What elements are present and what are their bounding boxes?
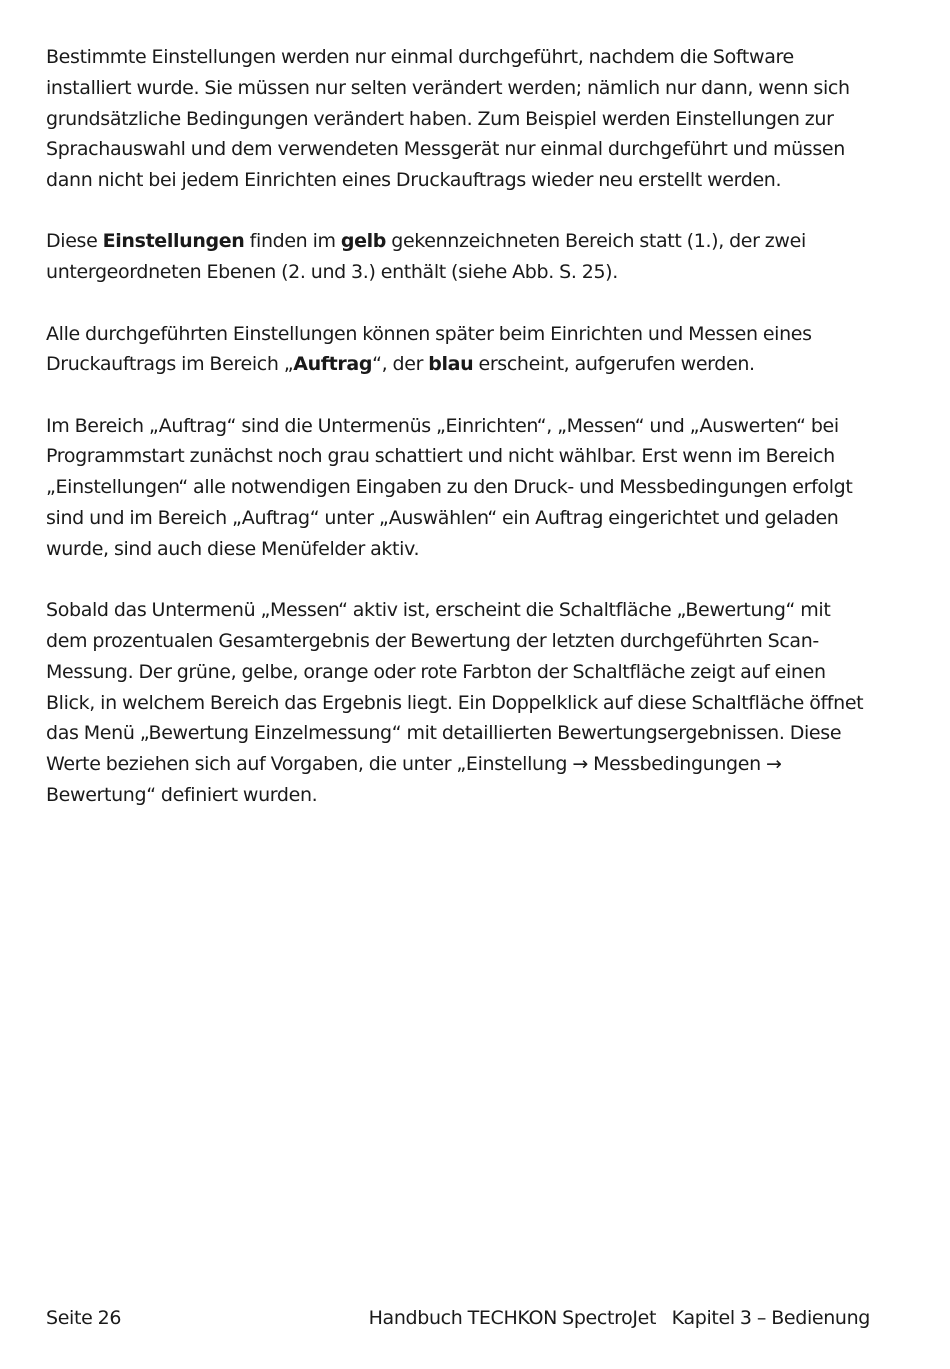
text-run: “, der: [372, 353, 429, 376]
manual-title: Handbuch TECHKON SpectroJet: [368, 1307, 657, 1329]
text-run: Alle durchgeführten Einstellungen können später beim Einrichten und Messen eines Druckauftrags im Bereich „: [46, 322, 812, 376]
paragraph-job-area: [46, 319, 870, 381]
text-run: gekennzeichneten Bereich statt (1.), der zwei untergeordneten Ebenen (2. und 3.) enthält (siehe Abb. S. 25).: [46, 230, 806, 284]
page-footer: [46, 1303, 870, 1333]
paragraph-rating: Sobald das Untermenü „Messen“ aktiv ist, erscheint die Schaltfläche „Bewertung“ mit dem prozentualen Gesamtergebnis der Bewertung der letzten durchgeführten Scan-Messung. Der grüne, gelbe, orange oder rote Farbton der Schaltfläche zeigt auf einen Blick, in welchem Bereich das Ergebnis liegt. Ein Doppelklick auf diese Schaltfläche öffnet das Menü „Bewertung Einzelmessung“ mit detaillierten Bewertungsergebnissen. Diese Werte beziehen sich auf Vorgaben, die unter „Einstellung → Messbedingungen → Bewertung“ definiert wurden.: [46, 599, 864, 806]
running-footer: [369, 1303, 870, 1333]
page-body: [46, 42, 870, 841]
paragraph-settings-area: [46, 226, 870, 288]
page-number: Seite 26: [46, 1307, 122, 1329]
paragraph-intro: Bestimmte Einstellungen werden nur einmal durchgeführt, nachdem die Software installiert wurde. Sie müssen nur selten verändert werden; nämlich nur dann, wenn sich grundsätzliche Bedingungen verändert haben. Zum Beispiel werden Einstellungen zur Sprachauswahl und dem verwendeten Messgerät nur einmal durchgeführt und müssen dann nicht bei jedem Einrichten eines Druckauftrags wieder neu erstellt werden.: [46, 46, 850, 192]
text-run: finden im: [244, 230, 341, 253]
bold-term-auftrag: Auftrag: [293, 353, 373, 376]
bold-term-gelb: gelb: [340, 230, 387, 253]
paragraph-submenus: Im Bereich „Auftrag“ sind die Untermenüs „Einrichten“, „Messen“ und „Auswerten“ bei Programmstart zunächst noch grau schattiert und nicht wählbar. Erst wenn im Bereich „Einstellungen“ alle notwendigen Eingaben zu den Druck- und Messbedingungen erfolgt sind und im Bereich „Auftrag“ unter „Auswählen“ ein Auftrag eingerichtet und geladen wurde, sind auch diese Menüfelder aktiv.: [46, 414, 853, 560]
bold-term-einstellungen: Einstellungen: [102, 230, 245, 253]
chapter-title: Kapitel 3 – Bedienung: [671, 1307, 870, 1329]
bold-term-blau: blau: [428, 353, 474, 376]
text-run: Diese: [46, 230, 103, 253]
text-run: erscheint, aufgerufen werden.: [473, 353, 755, 376]
